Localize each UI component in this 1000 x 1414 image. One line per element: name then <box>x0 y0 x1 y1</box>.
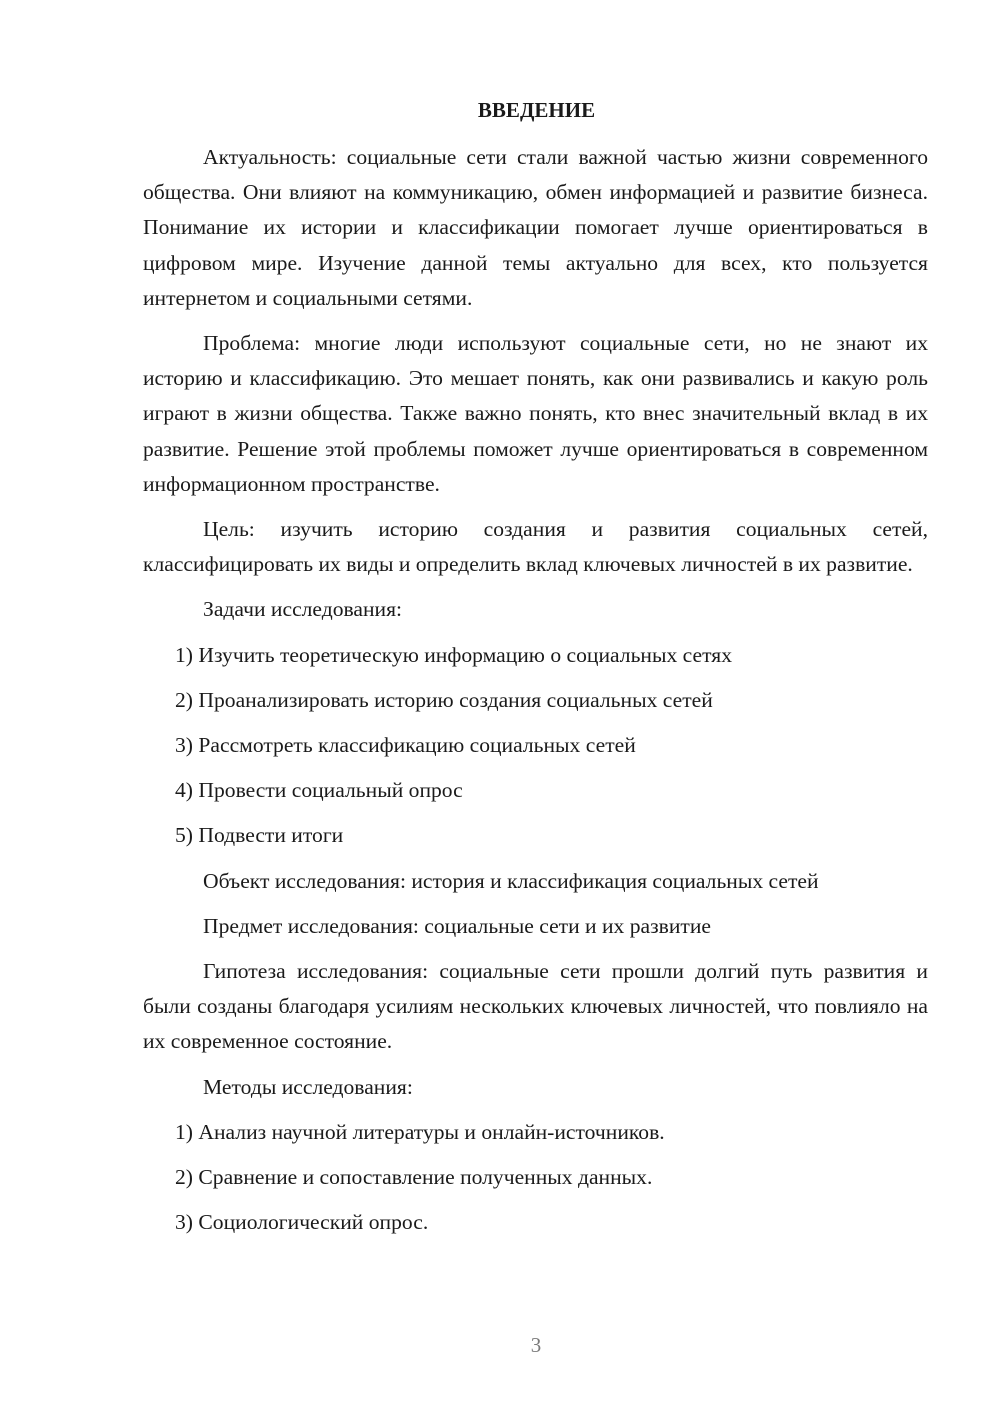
document-page <box>143 94 928 1250</box>
tasks-title: Задачи исследования: <box>203 597 403 622</box>
method-item: 1) Анализ научной литературы и онлайн-источников. <box>175 1119 665 1144</box>
relevance-paragraph: Актуальность: социальные сети стали важной частью жизни современного общества. Они влияют на коммуникацию, обмен информацией и развитие бизнеса. Понимание их истории и классификации помогает лучше ориентироваться в цифровом мире. Изучение данной темы актуально для всех, кто пользуется интернетом и социальными сетями. <box>143 145 928 310</box>
method-item: 2) Сравнение и сопоставление полученных данных. <box>175 1165 653 1190</box>
tasks-list <box>143 638 928 854</box>
object-paragraph: Объект исследования: история и классификация социальных сетей <box>203 868 819 893</box>
problem-paragraph: Проблема: многие люди используют социальные сети, но не знают их историю и классификацию. Это мешает понять, как они развивались и какую роль играют в жизни общества. Также важно понять, кто внес значительный вклад в их развитие. Решение этой проблемы поможет лучше ориентироваться в современном информационном пространстве. <box>143 331 928 496</box>
methods-list <box>143 1115 928 1241</box>
goal-paragraph: Цель: изучить историю создания и развития социальных сетей, классифицировать их виды и определить вклад ключевых личностей в их развитие. <box>143 517 928 577</box>
task-item: 2) Проанализировать историю создания социальных сетей <box>175 687 713 712</box>
methods-title: Методы исследования: <box>203 1074 413 1099</box>
page-number: 3 <box>530 1333 542 1357</box>
hypothesis-paragraph: Гипотеза исследования: социальные сети прошли долгий путь развития и были созданы благодаря усилиям нескольких ключевых личностей, что повлияло на их современное состояние. <box>143 959 928 1054</box>
task-item: 5) Подвести итоги <box>175 823 344 848</box>
subject-paragraph: Предмет исследования: социальные сети и их развитие <box>203 913 711 938</box>
section-heading: ВВЕДЕНИЕ <box>477 98 596 122</box>
task-item: 1) Изучить теоретическую информацию о социальных сетях <box>175 642 732 667</box>
task-item: 3) Рассмотреть классификацию социальных сетей <box>175 733 636 758</box>
task-item: 4) Провести социальный опрос <box>175 778 463 803</box>
method-item: 3) Социологический опрос. <box>175 1210 429 1235</box>
